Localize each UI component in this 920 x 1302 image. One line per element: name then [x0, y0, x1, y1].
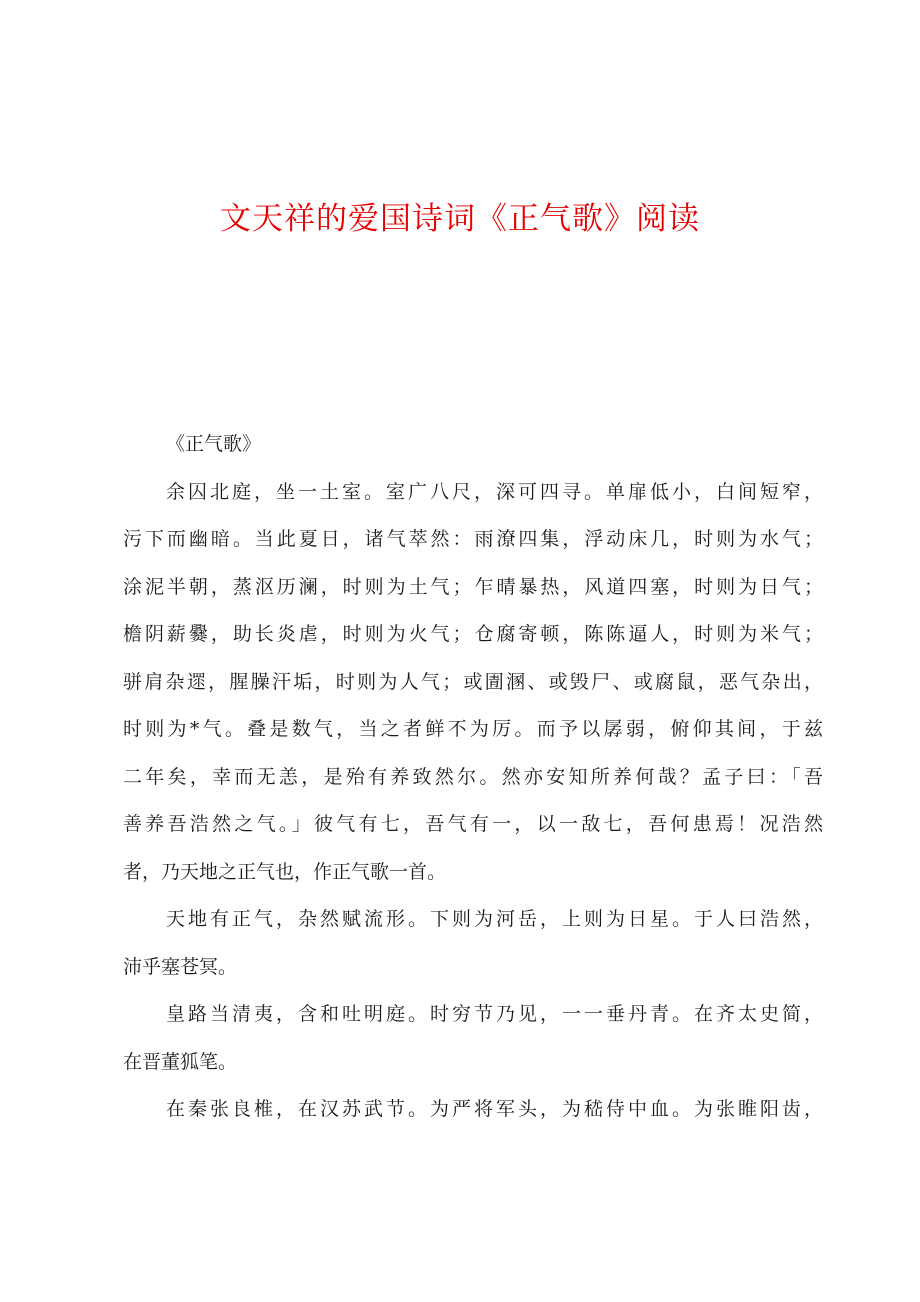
preface-line: 檐阴薪爨，助长炎虐，时则为火气；仓腐寄顿，陈陈逼人，时则为米气；: [123, 623, 823, 645]
preface-line: 时则为*气。叠是数气，当之者鲜不为厉。而予以孱弱，俯仰其间，于兹: [123, 718, 823, 740]
preface-line: 骈肩杂遝，腥臊汗垢，时则为人气；或圊溷、或毁尸、或腐鼠，恶气杂出，: [123, 670, 823, 693]
preface-line: 污下而幽暗。当此夏日，诸气萃然：雨潦四集，浮动床几，时则为水气；: [123, 528, 823, 550]
preface-line: 余囚北庭，坐一土室。室广八尺，深可四寻。单扉低小，白间短窄，: [166, 480, 823, 503]
document-title: 文天祥的爱国诗词《正气歌》阅读: [220, 201, 700, 237]
stanza-line: 沛乎塞苍冥。: [123, 955, 238, 978]
preface-line: 者，乃天地之正气也，作正气歌一首。: [123, 860, 447, 883]
stanza-line: 在晋董狐笔。: [123, 1050, 238, 1073]
stanza-line: 在秦张良椎，在汉苏武节。为严将军头，为嵇侍中血。为张睢阳齿，: [166, 1098, 823, 1120]
poem-heading: 《正气歌》: [166, 433, 262, 455]
document-body: [123, 421, 823, 1134]
preface-line: 善养吾浩然之气。」彼气有七，吾气有一，以一敌七，吾何患焉！况浩然: [123, 813, 823, 835]
preface-line: 二年矣，幸而无恙，是殆有养致然尔。然亦安知所养何哉？孟子曰：「吾: [123, 765, 823, 788]
stanza-line: 天地有正气，杂然赋流形。下则为河岳，上则为日星。于人曰浩然，: [166, 908, 823, 930]
preface-line: 涂泥半朝，蒸沤历澜，时则为土气；乍晴暴热，风道四塞，时则为日气；: [123, 575, 823, 598]
stanza-line: 皇路当清夷，含和吐明庭。时穷节乃见，一一垂丹青。在齐太史简，: [166, 1003, 823, 1025]
